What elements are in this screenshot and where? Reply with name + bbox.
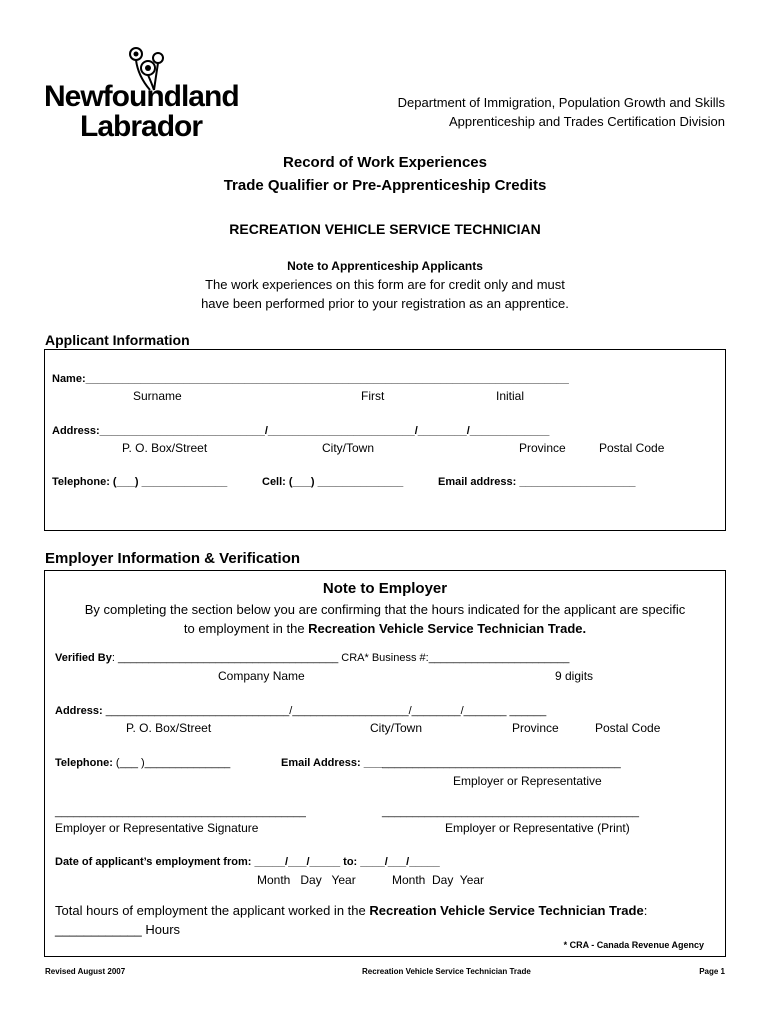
note-applicants-heading: Note to Apprenticeship Applicants bbox=[287, 259, 483, 273]
employment-dates-field[interactable]: Date of applicant’s employment from: _____/___/_____ to: ____/___/_____ bbox=[55, 856, 440, 868]
note-employer-line2-text: to employment in the bbox=[183, 621, 309, 636]
trade-title: RECREATION VEHICLE SERVICE TECHNICIAN bbox=[229, 221, 541, 237]
applicant-section-title: Applicant Information bbox=[45, 332, 190, 348]
total-hours-text bbox=[55, 903, 647, 918]
surname-label: Surname bbox=[133, 389, 182, 403]
total-hours-trade: Recreation Vehicle Service Technician Trade bbox=[369, 903, 644, 918]
cra-footnote: * CRA - Canada Revenue Agency bbox=[563, 940, 704, 950]
employer-rep-label: Employer or Representative bbox=[453, 774, 602, 788]
employer-province-label: Province bbox=[512, 721, 559, 735]
note-employer-trade: Recreation Vehicle Service Technician Trade. bbox=[308, 621, 587, 636]
total-hours-pre: Total hours of employment the applicant worked in the bbox=[55, 903, 370, 918]
total-hours-post: : bbox=[643, 903, 648, 918]
employer-po-box-label: P. O. Box/Street bbox=[126, 721, 212, 735]
logo-line2: Labrador bbox=[80, 110, 203, 143]
employer-email-line: _______________________________________ bbox=[382, 757, 621, 769]
verified-by-line: : ____________________________________ CRA* Business #:_______________________ bbox=[111, 652, 570, 664]
applicant-name-field[interactable]: Name:_______________________________________________________________________________ bbox=[52, 373, 569, 385]
verified-by-label: Verified By bbox=[55, 652, 112, 664]
employer-telephone-line: (___ )______________ bbox=[115, 757, 231, 769]
note-employer-line2 bbox=[44, 621, 726, 636]
date-to-labels: Month Day Year bbox=[392, 873, 485, 887]
note-applicants-line1: The work experiences on this form are for credit only and must bbox=[205, 277, 565, 292]
po-box-label: P. O. Box/Street bbox=[122, 441, 208, 455]
footer-page: Page 1 bbox=[699, 967, 725, 976]
employer-address-label: Address: bbox=[55, 705, 103, 717]
initial-label: Initial bbox=[496, 389, 525, 403]
applicant-email-field[interactable]: Email address: ___________________ bbox=[438, 476, 636, 488]
note-employer-line1: By completing the section below you are confirming that the hours indicated for the applicant are specific bbox=[84, 602, 686, 617]
employer-email-label: Email Address: ___ bbox=[281, 757, 383, 769]
province-label: Province bbox=[519, 441, 566, 455]
postal-code-label: Postal Code bbox=[599, 441, 665, 455]
department-line1: Department of Immigration, Population Growth and Skills bbox=[397, 95, 725, 110]
note-applicants-line2: have been performed prior to your registration as an apprentice. bbox=[201, 296, 569, 311]
title-line2: Trade Qualifier or Pre-Apprenticeship Credits bbox=[223, 177, 547, 194]
print-name-line[interactable]: __________________________________________ bbox=[382, 806, 639, 818]
logo-line1: Newfoundland bbox=[44, 80, 239, 113]
footer-revised: Revised August 2007 bbox=[45, 967, 126, 976]
note-employer-heading: Note to Employer bbox=[322, 580, 448, 597]
logo bbox=[44, 46, 239, 146]
applicant-address-field[interactable]: Address:___________________________/________________________/________/_____________ bbox=[52, 425, 550, 437]
nine-digits-label: 9 digits bbox=[555, 669, 594, 683]
signature-line[interactable]: _________________________________________ bbox=[55, 806, 306, 818]
employer-telephone-field[interactable] bbox=[55, 757, 230, 769]
verified-by-field[interactable] bbox=[55, 652, 569, 664]
employer-city-label: City/Town bbox=[370, 721, 423, 735]
company-name-label: Company Name bbox=[218, 669, 305, 683]
applicant-telephone-field[interactable]: Telephone: (___) ______________ bbox=[52, 476, 228, 488]
first-label: First bbox=[361, 389, 385, 403]
employer-telephone-label: Telephone: bbox=[55, 757, 116, 769]
footer-trade: Recreation Vehicle Service Technician Trade bbox=[362, 967, 531, 976]
employer-address-line: ______________________________/___________________/________/_______ ______ bbox=[102, 705, 547, 717]
title-line1: Record of Work Experiences bbox=[283, 154, 487, 171]
total-hours-field[interactable]: ____________ Hours bbox=[55, 922, 181, 937]
applicant-cell-field[interactable]: Cell: (___) ______________ bbox=[262, 476, 404, 488]
department-line2: Apprenticeship and Trades Certification Division bbox=[448, 114, 725, 129]
employer-section-title: Employer Information & Verification bbox=[45, 550, 301, 567]
date-from-labels: Month Day Year bbox=[257, 873, 356, 887]
signature-label: Employer or Representative Signature bbox=[55, 821, 259, 835]
print-name-label: Employer or Representative (Print) bbox=[445, 821, 630, 835]
employer-postal-label: Postal Code bbox=[595, 721, 661, 735]
employer-address-field[interactable] bbox=[55, 705, 546, 717]
employer-email-field[interactable] bbox=[281, 757, 621, 769]
city-label: City/Town bbox=[322, 441, 375, 455]
